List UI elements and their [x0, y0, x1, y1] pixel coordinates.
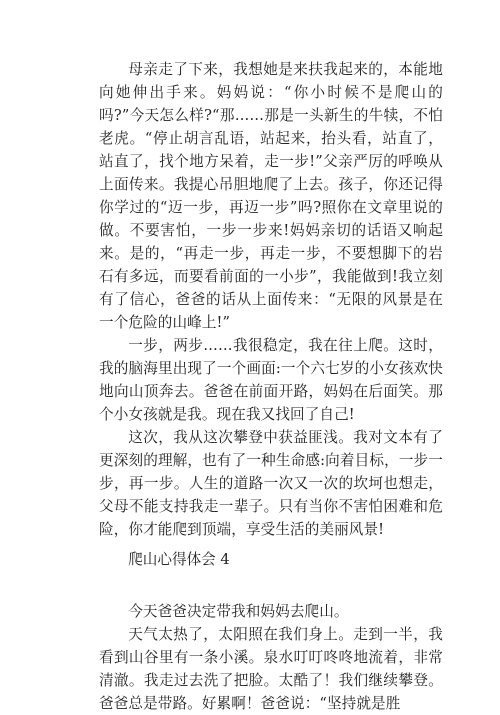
paragraph-step-by-step: 一步，两步……我很稳定，我在往上爬。这时，我的脑海里出现了一个画面:一个六七岁的小女孩欢快地向山顶奔去。爸爸在前面开路，妈妈在后面笑。那个小女孩就是我。现在我又找回了自己!	[99, 337, 443, 423]
paragraph-hot-weather: 天气太热了，太阳照在我们身上。走到一半，我看到山谷里有一条小溪。泉水叮叮咚咚地流着，非常清澈。我走过去洗了把脸。太酷了！我们继续攀登。爸爸总是带路。好累啊！爸爸说：“坚持就是胜	[99, 626, 443, 712]
paragraph-dad-decides: 今天爸爸决定带我和妈妈去爬山。	[128, 603, 349, 620]
section-gap	[99, 571, 443, 600]
section-heading: 爬山心得体会 4	[128, 551, 230, 568]
paragraph-mother-climbing: 母亲走了下来，我想她是来扶我起来的，本能地向她伸出手来。妈妈说：“你小时候不是爬山的吗?”今天怎么样?“那……那是一头新生的牛犊，不怕老虎。“停止胡言乱语，站起来，抬头看，站直了，站直了，找个地方呆着，走一步!”父亲严厉的呼唤从上面传来。我提心吊胆地爬了上去。孩子，你还记得你学过的“迈一步，再迈一步”吗?照你在文章里说的做。不要害怕，一步一步来!妈妈亲切的话语又响起来。是的，“再走一步，再走一步，不要想脚下的岩石有多远，而要看前面的一小步”，我能做到!我立刻有了信心，爸爸的话从上面传来：“无限的风景是在一个危险的山峰上!”	[99, 61, 443, 331]
document-page	[99, 58, 443, 715]
paragraph-lesson-learned: 这次，我从这次攀登中获益匪浅。我对文本有了更深刻的理解，也有了一种生命感:向着目标，一步一步，再一步。人生的道路一次又一次的坎坷也想走，父母不能支持我走一辈子。只有当你不害怕困难和危险，你才能爬到顶端，享受生活的美丽风景!	[99, 429, 443, 538]
